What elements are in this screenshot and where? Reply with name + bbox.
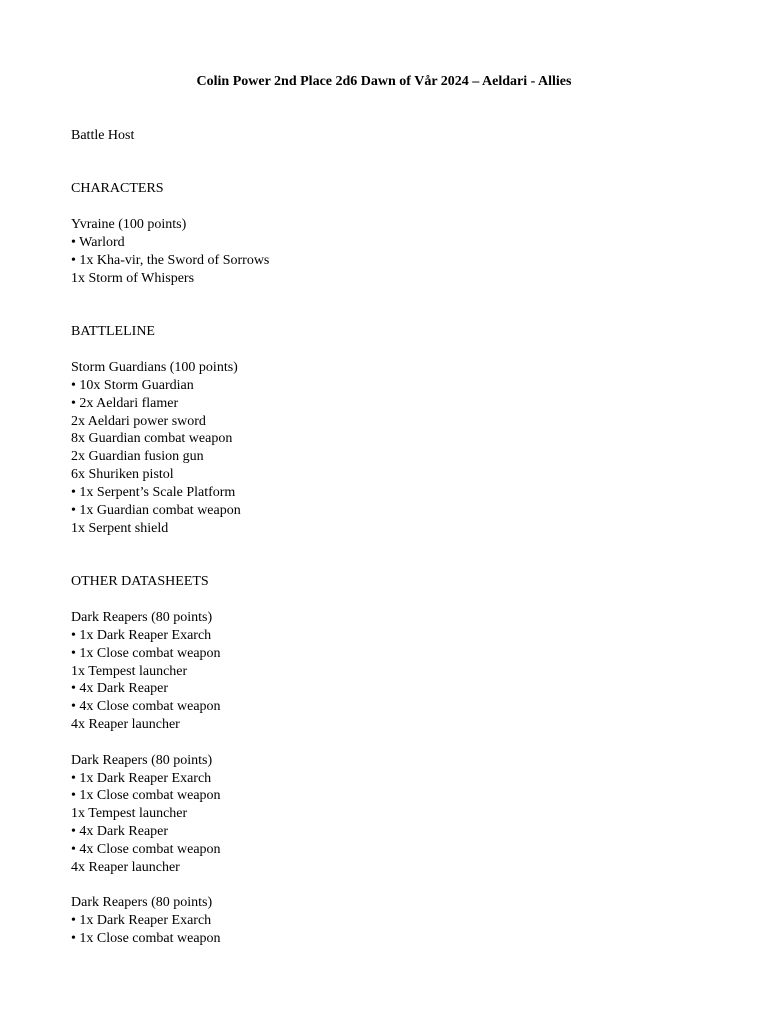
unit-line: 2x Guardian fusion gun <box>71 449 204 464</box>
unit-line: • 1x Dark Reaper Exarch <box>71 913 212 928</box>
unit-line: 1x Tempest launcher <box>71 806 188 821</box>
unit-line: • 4x Close combat weapon <box>71 699 221 714</box>
unit-line: 4x Reaper launcher <box>71 717 180 732</box>
unit-line: • 1x Dark Reaper Exarch <box>71 628 212 643</box>
unit-line: 4x Reaper launcher <box>71 860 180 875</box>
unit-line: • 4x Close combat weapon <box>71 842 221 857</box>
section-heading-characters: CHARACTERS <box>71 181 164 196</box>
unit-name: Yvraine (100 points) <box>71 217 187 232</box>
section-heading-other-datasheets: OTHER DATASHEETS <box>71 574 209 589</box>
unit-name: Dark Reapers (80 points) <box>71 895 213 910</box>
unit-line: • 1x Guardian combat weapon <box>71 503 241 518</box>
detachment-name: Battle Host <box>71 128 135 143</box>
unit-line: • 2x Aeldari flamer <box>71 396 179 411</box>
unit-line: 1x Storm of Whispers <box>71 271 195 286</box>
unit-line: • 1x Kha-vir, the Sword of Sorrows <box>71 253 270 268</box>
unit-line: • 10x Storm Guardian <box>71 378 194 393</box>
unit-line: • 4x Dark Reaper <box>71 824 169 839</box>
unit-line: • 1x Serpent’s Scale Platform <box>71 485 236 500</box>
unit-line: 1x Tempest launcher <box>71 664 188 679</box>
unit-name: Dark Reapers (80 points) <box>71 610 213 625</box>
unit-line: 8x Guardian combat weapon <box>71 431 233 446</box>
document-title: Colin Power 2nd Place 2d6 Dawn of Vår 2024 – Aeldari - Allies <box>196 74 572 89</box>
unit-name: Storm Guardians (100 points) <box>71 360 238 375</box>
unit-name: Dark Reapers (80 points) <box>71 753 213 768</box>
unit-line: • 1x Close combat weapon <box>71 931 221 946</box>
unit-line: 2x Aeldari power sword <box>71 414 206 429</box>
unit-line: • 1x Close combat weapon <box>71 788 221 803</box>
unit-line: • 4x Dark Reaper <box>71 681 169 696</box>
section-heading-battleline: BATTLELINE <box>71 324 155 339</box>
unit-line: 1x Serpent shield <box>71 521 169 536</box>
unit-line: • 1x Dark Reaper Exarch <box>71 771 212 786</box>
unit-line: 6x Shuriken pistol <box>71 467 174 482</box>
unit-line: • Warlord <box>71 235 125 250</box>
unit-line: • 1x Close combat weapon <box>71 646 221 661</box>
